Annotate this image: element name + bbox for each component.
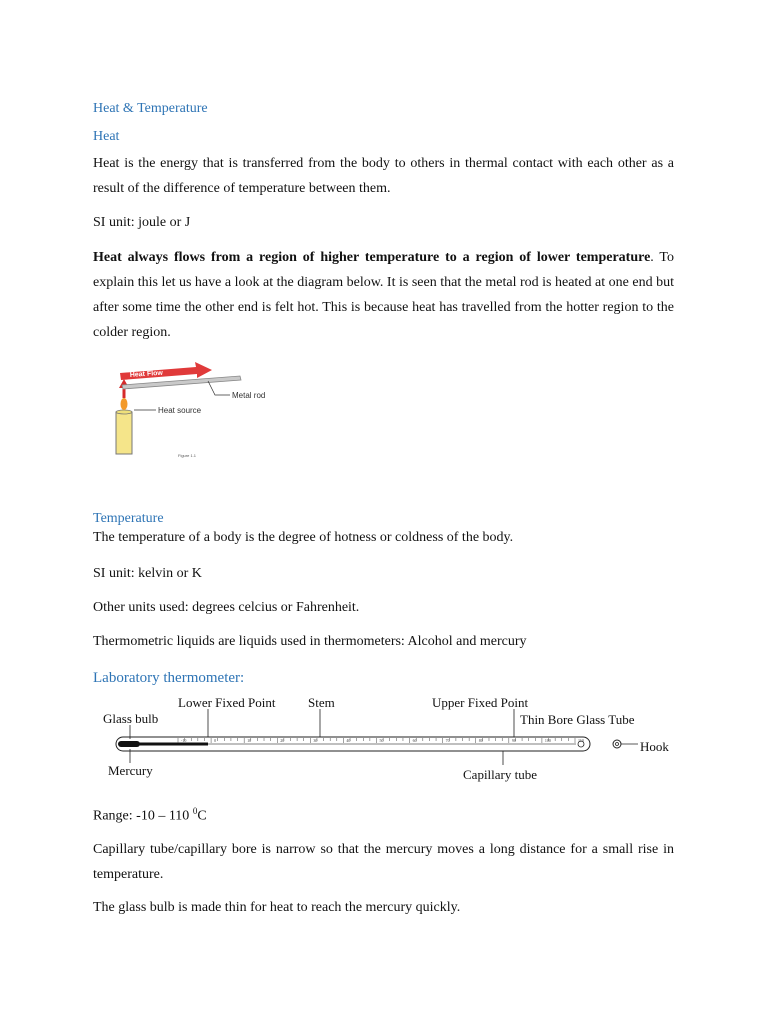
scale-label: 40 — [346, 738, 351, 743]
heat-si-unit: SI unit: joule or J — [93, 215, 191, 230]
hook-ring — [613, 740, 621, 748]
hook-label: Hook — [640, 739, 669, 754]
heat-flow-paragraph — [93, 245, 674, 345]
heat-flow-rest: . To explain this let us have a look at the diagram below. It is seen that the metal rod is heated at one end but after some time the other end is felt hot. This is because heat has travelled from the hotter region to the colder region. — [93, 250, 675, 340]
hook-ring-inner — [616, 743, 619, 746]
glass-bulb-explanation: The glass bulb is made thin for heat to reach the mercury quickly. — [93, 900, 461, 915]
other-units: Other units used: degrees celcius or Fahrenheit. — [93, 600, 360, 615]
range-line — [93, 806, 207, 825]
thermometric-liquids: Thermometric liquids are liquids used in thermometers: Alcohol and mercury — [93, 634, 527, 649]
temperature-heading: Temperature — [93, 511, 164, 526]
scale-label: 90 — [511, 738, 516, 743]
scale-label: -10 — [181, 738, 187, 743]
scale-label: 50 — [379, 738, 384, 743]
document-title: Heat & Temperature — [93, 101, 208, 116]
candle-flame — [121, 398, 128, 410]
candle-top — [116, 410, 132, 414]
temperature-si-unit: SI unit: kelvin or K — [93, 566, 202, 581]
mercury-label: Mercury — [108, 763, 153, 778]
scale-label: 60 — [412, 738, 417, 743]
scale-label: 30 — [313, 738, 318, 743]
range-prefix: Range: -10 – 110 — [93, 808, 193, 824]
thin-bore-label: Thin Bore Glass Tube — [520, 712, 635, 727]
scale-label: 0 — [214, 738, 217, 743]
capillary-tube-label: Capillary tube — [463, 767, 538, 782]
glass-bulb-label: Glass bulb — [103, 711, 159, 726]
metal-rod-callout — [208, 381, 230, 395]
scale-label: 100 — [544, 738, 551, 743]
heat-source-label: Heat source — [158, 406, 202, 415]
scale-label: 80 — [478, 738, 483, 743]
scale-label: 20 — [280, 738, 285, 743]
metal-rod-label: Metal rod — [232, 391, 266, 400]
upper-fixed-point-label: Upper Fixed Point — [432, 695, 529, 710]
heat-heading: Heat — [93, 129, 120, 144]
scale-label: 70 — [445, 738, 450, 743]
range-degree-sup: 0 — [192, 806, 198, 816]
stem-label: Stem — [308, 695, 335, 710]
heat-flow-bold: Heat always flows from a region of higher temperature to a region of lower temperature — [93, 250, 651, 265]
lab-thermometer-diagram — [100, 693, 680, 785]
heat-definition: Heat is the energy that is transferred from the body to others in thermal contact with each other as a result of the difference of temperature between them. — [93, 156, 674, 196]
candle — [116, 412, 132, 454]
scale-label: 10 — [247, 738, 252, 743]
heat-flow-label: Heat Flow — [129, 369, 164, 379]
heated-rod-figure — [108, 360, 298, 465]
temperature-definition: The temperature of a body is the degree of hotness or coldness of the body. — [93, 530, 514, 545]
capillary-explanation: Capillary tube/capillary bore is narrow so that the mercury moves a long distance for a small rise in temperature. — [93, 842, 674, 882]
figure-caption: Figure 1.1 — [178, 453, 197, 458]
lab-thermometer-heading: Laboratory thermometer: — [93, 670, 245, 686]
lower-fixed-point-label: Lower Fixed Point — [178, 695, 276, 710]
scale-label: 110 — [578, 738, 584, 743]
range-unit: C — [197, 808, 207, 824]
